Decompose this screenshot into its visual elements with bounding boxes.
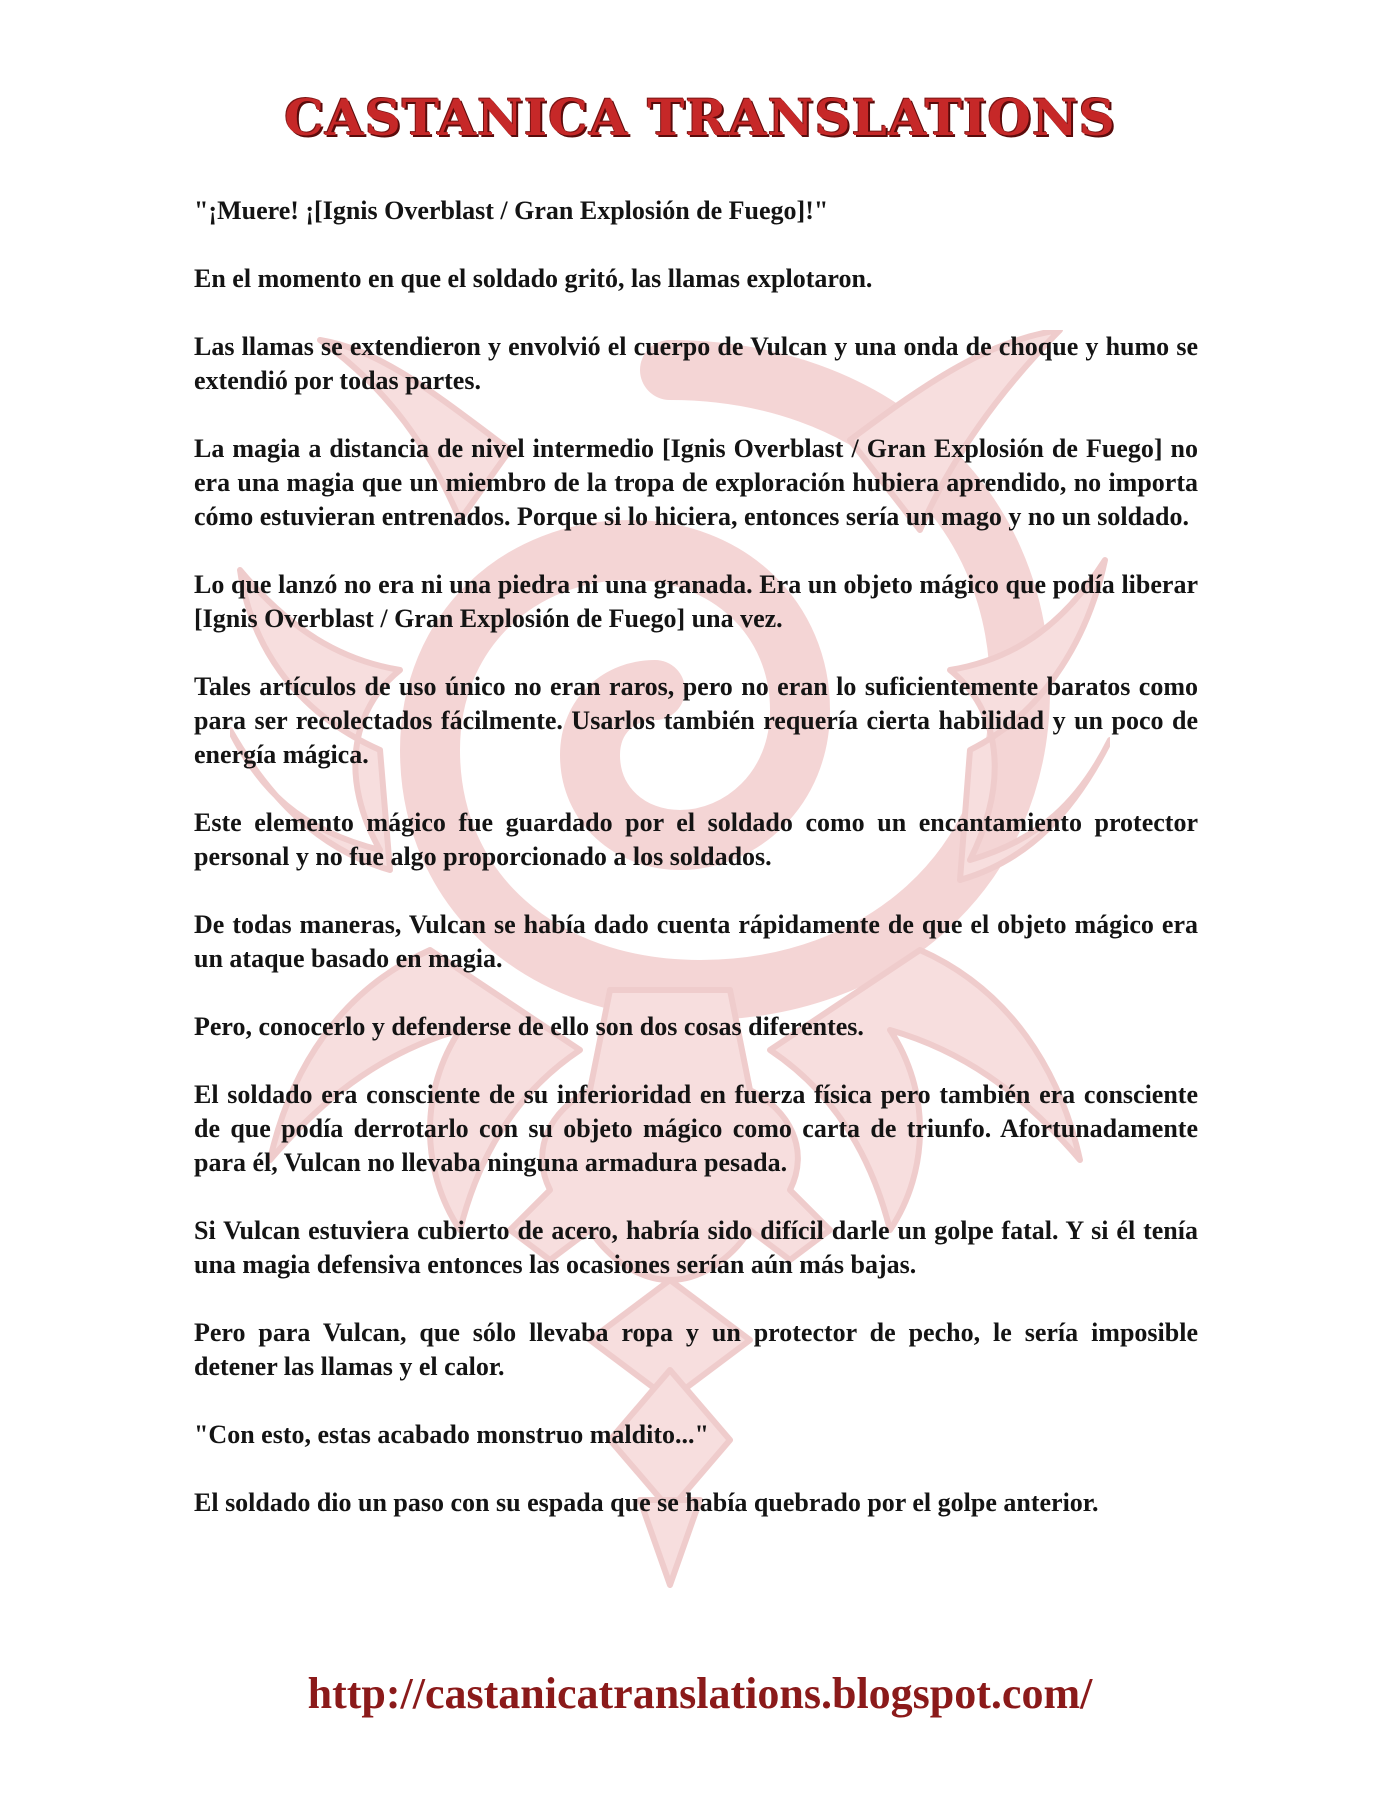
paragraph: Las llamas se extendieron y envolvió el cuerpo de Vulcan y una onda de choque y humo se extendió por todas partes.	[194, 332, 1198, 395]
paragraph: "¡Muere! ¡[Ignis Overblast / Gran Explosión de Fuego]!"	[194, 196, 829, 225]
paragraph: El soldado dio un paso con su espada que se había quebrado por el golpe anterior.	[194, 1488, 1099, 1517]
paragraph: En el momento en que el soldado gritó, las llamas explotaron.	[194, 264, 873, 293]
paragraph: Tales artículos de uso único no eran raros, pero no eran lo suficientemente baratos como para ser recolectados fácilmente. Usarlos también requería cierta habilidad y un poco de energía mágica.	[194, 672, 1198, 769]
paragraph: De todas maneras, Vulcan se había dado cuenta rápidamente de que el objeto mágico era un ataque basado en magia.	[194, 910, 1198, 973]
paragraph: Pero para Vulcan, que sólo llevaba ropa y un protector de pecho, le sería imposible detener las llamas y el calor.	[194, 1318, 1198, 1381]
paragraph: "Con esto, estas acabado monstruo maldito..."	[194, 1420, 709, 1449]
paragraph: El soldado era consciente de su inferioridad en fuerza física pero también era consciente de que podía derrotarlo con su objeto mágico como carta de triunfo. Afortunadamente para él, Vulcan no llevaba ninguna armadura pesada.	[194, 1080, 1198, 1177]
paragraph: Este elemento mágico fue guardado por el soldado como un encantamiento protector personal y no fue algo proporcionado a los soldados.	[194, 808, 1198, 871]
paragraph: Pero, conocerlo y defenderse de ello son dos cosas diferentes.	[194, 1012, 864, 1041]
site-title: CASTANICA TRANSLATIONS	[284, 88, 1116, 147]
paragraph: La magia a distancia de nivel intermedio [Ignis Overblast / Gran Explosión de Fuego] no era una magia que un miembro de la tropa de exploración hubiera aprendido, no importa cómo estuvieran entrenados. Porque si lo hiciera, entonces sería un mago y no un soldado.	[194, 434, 1198, 531]
paragraph: Si Vulcan estuviera cubierto de acero, habría sido difícil darle un golpe fatal. Y si él tenía una magia defensiva entonces las ocasiones serían aún más bajas.	[194, 1216, 1198, 1279]
paragraph: Lo que lanzó no era ni una piedra ni una granada. Era un objeto mágico que podía liberar [Ignis Overblast / Gran Explosión de Fuego] una vez.	[194, 570, 1198, 633]
blog-url-link[interactable]: http://castanicatranslations.blogspot.com/	[307, 1669, 1093, 1718]
chapter-body	[194, 194, 1198, 1554]
